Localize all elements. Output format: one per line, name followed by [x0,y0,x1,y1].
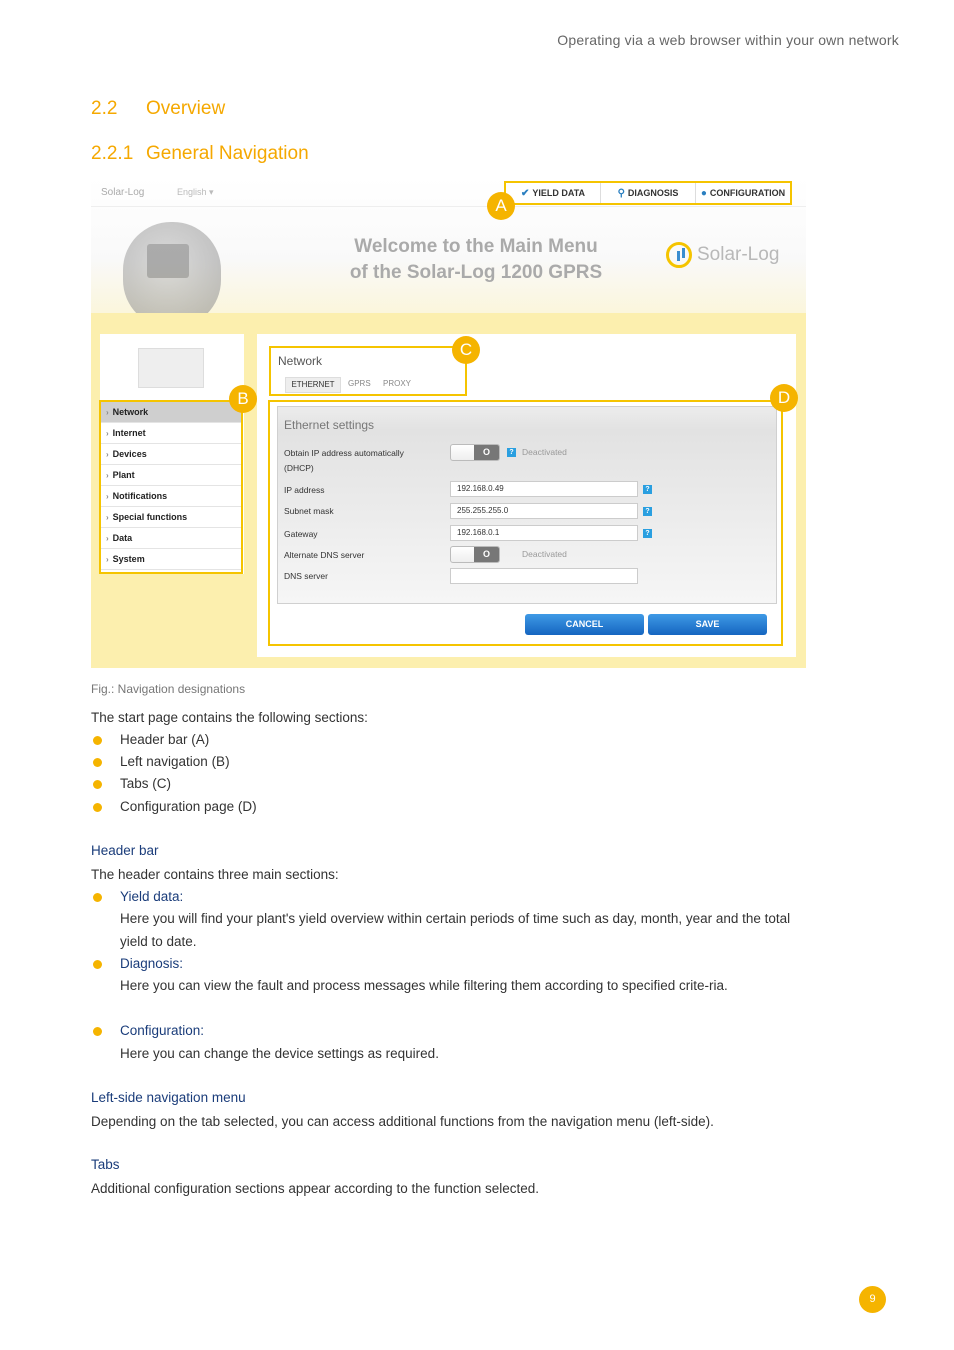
help-icon[interactable]: ? [643,485,652,494]
menu-item-system[interactable] [101,549,241,570]
section-heading [91,98,225,120]
alt-dns-status: Deactivated [522,549,567,559]
tabs-area [269,346,467,396]
menu-label: Network [112,407,149,417]
settings-title: Ethernet settings [284,418,375,432]
list-item: Header bar (A) [120,732,210,747]
subsection-title: General Navigation [146,143,309,164]
subsection-heading [91,143,309,165]
section-title: Overview [146,98,226,119]
menu-label: Notifications [112,491,168,501]
header-bar-heading: Header bar [91,843,159,858]
figure-caption: Fig.: Navigation designations [91,682,246,696]
help-icon[interactable]: ? [507,448,516,457]
configuration-label: Configuration: [120,1023,205,1038]
tab-proxy[interactable]: PROXY [383,379,412,388]
left-navigation-menu [99,400,243,574]
nav-diagnosis-label: DIAGNOSIS [627,188,679,198]
subnet-mask-input[interactable]: 255.255.255.0 [450,503,638,519]
brand-name: Solar-Log [697,244,780,265]
chevron-right-icon: › [106,491,109,501]
brand-logo [666,242,779,268]
tab-gprs[interactable]: GPRS [348,379,371,388]
tab-ethernet[interactable]: ETHERNET [285,377,341,393]
dhcp-status: Deactivated [522,447,567,457]
welcome-line-2: of the Solar-Log 1200 GPRS [349,262,603,283]
diagnosis-text: Here you can view the fault and process messages while filtering them according to specified crite-ria. [120,978,728,993]
marker-a: A [487,192,515,220]
chevron-right-icon: › [106,407,109,417]
welcome-text [326,234,626,286]
menu-label: Internet [112,428,146,438]
left-nav-heading: Left-side navigation menu [91,1090,246,1105]
list-item: Tabs (C) [120,776,172,791]
configuration-text: Here you can change the device settings as required. [120,1046,439,1061]
nav-yield-label: YIELD DATA [532,188,586,198]
tabs-text: Additional configuration sections appear according to the function selected. [91,1181,540,1196]
tabs-title: Network [278,354,323,368]
toggle-knob: O [474,445,499,460]
chevron-right-icon: › [106,554,109,564]
dhcp-label [284,446,404,476]
nav-configuration-label: CONFIGURATION [709,188,786,198]
chevron-right-icon: › [106,533,109,543]
subsection-number: 2.2.1 [91,143,134,164]
bullet-dot [93,893,102,902]
bullet-dot [93,758,102,767]
user-icon: ● [700,187,707,199]
menu-item-special-functions[interactable] [101,507,241,528]
brand-mark-icon [666,242,692,268]
menu-item-network[interactable] [101,402,241,423]
left-nav-text: Depending on the tab selected, you can access additional functions from the navigation menu (left-side). [91,1114,714,1129]
language-select[interactable]: English ▾ [177,187,214,197]
marker-d: D [770,384,798,412]
dhcp-toggle[interactable] [450,444,500,461]
ip-label: IP address [284,485,325,495]
gateway-input[interactable]: 192.168.0.1 [450,525,638,541]
small-logo: Solar-Log [101,187,145,198]
menu-label: Plant [112,470,135,480]
language-label: English [177,187,207,197]
menu-label: Data [112,533,133,543]
gateway-label: Gateway [284,529,318,539]
page-number: 9 [859,1286,886,1313]
welcome-line-1: Welcome to the Main Menu [354,236,598,257]
alt-dns-toggle[interactable] [450,546,500,563]
chevron-right-icon: › [106,470,109,480]
intro-paragraph: The start page contains the following sections: [91,710,368,725]
dns-server-input[interactable] [450,568,638,584]
bullet-dot [93,1027,102,1036]
toggle-knob: O [474,547,499,562]
bullet-dot [93,960,102,969]
chevron-right-icon: › [106,449,109,459]
device-thumbnail [138,348,204,388]
menu-label: Devices [112,449,147,459]
section-number: 2.2 [91,98,118,119]
running-header: Operating via a web browser within your own network [557,32,899,48]
dhcp-label-line-2: (DHCP) [284,463,314,473]
magnifier-icon: ⚲ [617,187,625,199]
nav-configuration[interactable] [696,183,790,203]
subnet-label: Subnet mask [284,506,334,516]
menu-item-notifications[interactable] [101,486,241,507]
chevron-right-icon: › [106,512,109,522]
header-bar-intro: The header contains three main sections: [91,867,339,882]
header-divider [91,206,806,207]
help-icon[interactable]: ? [643,529,652,538]
marker-b: B [229,385,257,413]
diagnosis-label: Diagnosis: [120,956,184,971]
nav-diagnosis[interactable] [601,183,696,203]
menu-item-plant[interactable] [101,465,241,486]
menu-item-data[interactable] [101,528,241,549]
list-item: Configuration page (D) [120,799,257,814]
header-nav-bar [504,181,792,205]
menu-item-devices[interactable] [101,444,241,465]
bullet-dot [93,803,102,812]
menu-label: System [112,554,145,564]
ip-address-input[interactable]: 192.168.0.49 [450,481,638,497]
dhcp-label-line-1: Obtain IP address automatically [284,448,404,458]
nav-yield-data[interactable] [506,183,601,203]
yield-data-label: Yield data: [120,889,184,904]
checkmark-icon: ✔ [520,187,530,199]
tabs-heading: Tabs [91,1157,120,1172]
dns-label: DNS server [284,571,328,581]
menu-item-internet[interactable] [101,423,241,444]
chevron-right-icon: › [106,428,109,438]
cancel-button[interactable]: CANCEL [525,614,644,635]
yield-data-text: Here you will find your plant's yield overview within certain periods of time such as day, month, year and the total yield to date. [120,911,791,949]
menu-label: Special functions [112,512,188,522]
marker-c: C [452,336,480,364]
bullet-dot [93,736,102,745]
bullet-dot [93,780,102,789]
help-icon[interactable]: ? [643,507,652,516]
alt-dns-label: Alternate DNS server [284,550,365,560]
save-button[interactable]: SAVE [648,614,767,635]
list-item: Left navigation (B) [120,754,230,769]
navigation-figure [91,178,806,668]
device-screen [147,244,189,278]
